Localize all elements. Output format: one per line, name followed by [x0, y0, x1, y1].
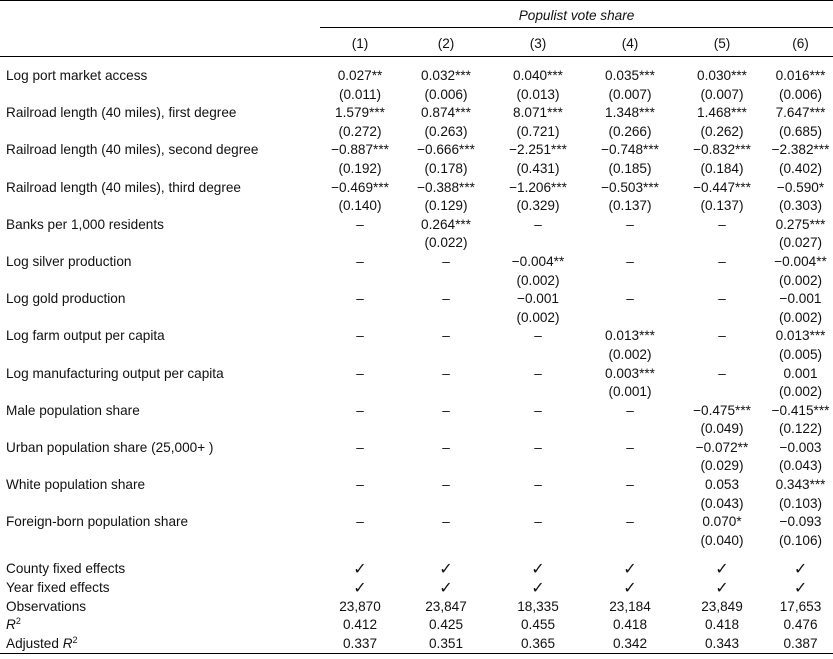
coefficient-cell: – [626, 514, 634, 530]
checkmark-icon: ✓ [531, 559, 545, 579]
checkmark-icon: ✓ [439, 578, 453, 598]
statistic-cell: 0.476 [783, 617, 818, 633]
header-span-row [0, 1, 833, 28]
coefficient-cell: – [718, 291, 726, 307]
coefficient-cell: – [626, 291, 634, 307]
standard-error-cell: (0.002) [516, 309, 560, 325]
standard-error-cell [584, 272, 676, 291]
coefficient-cell: – [356, 439, 364, 455]
standard-error-cell [320, 309, 400, 328]
standard-error-cell: (0.011) [338, 86, 382, 102]
footer-label-text [6, 617, 16, 632]
coefficient-cell: 0.275*** [775, 216, 826, 232]
row-label-blank [0, 420, 320, 439]
row-label-blank [0, 234, 320, 253]
standard-error-cell [400, 457, 492, 476]
standard-error-cell: (0.184) [700, 160, 744, 176]
standard-error-cell: (0.106) [778, 532, 823, 548]
statistic-cell: 0.387 [768, 635, 833, 654]
coefficient-cell: – [442, 291, 450, 307]
standard-error-cell: (0.122) [778, 421, 823, 437]
row-label: Log gold production [6, 291, 126, 307]
standard-error-cell: (0.721) [516, 123, 560, 139]
coefficient-cell: 0.013*** [605, 328, 655, 344]
footer-label [0, 635, 320, 654]
coefficient-cell: 0.053 [704, 477, 740, 493]
footer-label-text: Observations [6, 598, 87, 614]
coefficient-cell: 0.027** [337, 68, 383, 83]
standard-error-cell: (0.129) [424, 198, 468, 214]
coefficient-row [0, 402, 833, 421]
column-header: (1) [320, 28, 400, 57]
coefficient-cell: −0.590* [776, 179, 825, 195]
coefficient-cell: 0.030*** [697, 68, 747, 83]
coefficient-cell: −1.206*** [509, 179, 567, 195]
standard-error-cell [400, 272, 492, 291]
coefficient-row [0, 365, 833, 384]
footer-label [0, 598, 320, 617]
standard-error-cell [492, 234, 584, 253]
row-label-blank [0, 383, 320, 402]
coefficient-cell: 0.032*** [421, 68, 471, 83]
coefficient-row [0, 104, 833, 123]
row-label-blank [0, 272, 320, 291]
r-symbol: R [6, 617, 16, 633]
standard-error-cell: (0.027) [778, 235, 823, 251]
standard-error-cell: (0.040) [700, 532, 744, 548]
spacer [0, 57, 833, 68]
coefficient-cell: – [442, 253, 450, 269]
standard-error-cell: (0.049) [700, 421, 744, 437]
standard-error-row [0, 457, 833, 476]
standard-error-cell: (0.178) [424, 160, 468, 176]
standard-error-cell: (0.002) [778, 384, 823, 400]
coefficient-cell: – [442, 477, 450, 493]
standard-error-cell: (0.022) [424, 235, 468, 251]
coefficient-cell: 0.040*** [513, 68, 563, 83]
standard-error-cell: (0.272) [338, 123, 382, 139]
row-label: Male population share [6, 402, 140, 418]
coefficient-row [0, 179, 833, 198]
footer-label [0, 616, 320, 635]
statistic-cell: 23,847 [425, 598, 467, 614]
standard-error-row [0, 86, 833, 105]
coefficient-cell: – [626, 216, 634, 232]
coefficient-row [0, 513, 833, 532]
standard-error-cell [400, 383, 492, 402]
statistic-cell: 0.342 [584, 635, 676, 654]
coefficient-cell: – [626, 439, 634, 455]
statistic-cell: 0.337 [320, 635, 400, 654]
row-label: Railroad length (40 miles), first degree [6, 105, 237, 121]
standard-error-cell: (0.685) [778, 123, 823, 139]
standard-error-cell: (0.043) [778, 458, 823, 474]
standard-error-cell [400, 346, 492, 365]
statistic-cell: 0.418 [704, 617, 740, 633]
standard-error-cell [320, 457, 400, 476]
dependent-variable-title: Populist vote share [320, 1, 833, 28]
coefficient-cell: – [626, 477, 634, 493]
row-label: White population share [6, 477, 146, 493]
statistic-cell: 23,870 [339, 598, 381, 614]
standard-error-cell [584, 234, 676, 253]
standard-error-cell: (0.006) [424, 86, 468, 102]
coefficient-cell: – [356, 402, 364, 418]
checkmark-icon: ✓ [439, 559, 453, 579]
spacer-row [0, 57, 833, 68]
spacer [0, 550, 833, 560]
standard-error-cell: (0.192) [338, 160, 382, 176]
standard-error-cell [320, 420, 400, 439]
standard-error-cell: (0.001) [608, 384, 652, 400]
coefficient-cell: 1.468*** [697, 105, 747, 121]
coefficient-cell: −0.748*** [601, 142, 659, 158]
checkmark-icon: ✓ [353, 578, 367, 598]
coefficient-cell: – [534, 439, 542, 455]
coefficient-cell: – [534, 514, 542, 530]
row-label: Banks per 1,000 residents [6, 216, 164, 232]
coefficient-cell: −0.004** [774, 253, 827, 269]
row-label: Railroad length (40 miles), second degree [6, 142, 259, 158]
row-label: Log manufacturing output per capita [6, 365, 224, 381]
standard-error-cell [400, 309, 492, 328]
standard-error-cell: (0.043) [700, 495, 744, 511]
standard-error-cell [492, 420, 584, 439]
coefficient-cell: −0.887*** [331, 142, 389, 158]
statistic-cell: 0.412 [342, 617, 378, 633]
coefficient-cell: 7.647*** [775, 105, 826, 121]
header-blank [0, 28, 320, 57]
standard-error-cell: (0.303) [778, 198, 823, 214]
footer-row [0, 560, 833, 579]
standard-error-cell [492, 532, 584, 551]
standard-error-cell: (0.002) [516, 272, 560, 288]
standard-error-cell: (0.002) [778, 272, 823, 288]
standard-error-cell: (0.263) [424, 123, 468, 139]
coefficient-cell: – [442, 365, 450, 381]
standard-error-cell [584, 420, 676, 439]
checkmark-icon: ✓ [793, 578, 808, 598]
standard-error-cell [492, 495, 584, 514]
coefficient-cell: – [442, 514, 450, 530]
standard-error-row [0, 123, 833, 142]
standard-error-cell [584, 532, 676, 551]
standard-error-cell [676, 309, 768, 328]
superscript: 2 [15, 616, 21, 627]
coefficient-cell: – [626, 402, 634, 418]
standard-error-row [0, 383, 833, 402]
row-label-blank [0, 160, 320, 179]
checkmark-icon: ✓ [623, 578, 637, 598]
standard-error-row [0, 309, 833, 328]
standard-error-row [0, 532, 833, 551]
row-label-blank [0, 86, 320, 105]
footer-label-text: Adjusted R [6, 635, 73, 651]
footer-label [0, 579, 320, 598]
coefficient-row [0, 439, 833, 458]
coefficient-cell: – [534, 477, 542, 493]
standard-error-cell: (0.185) [608, 160, 652, 176]
coefficient-cell: 1.348*** [605, 105, 655, 121]
footer-label-text: County fixed effects [6, 561, 126, 577]
footer-row [0, 635, 833, 654]
checkmark-icon: ✓ [353, 559, 367, 579]
coefficient-cell: – [534, 216, 542, 232]
row-label: Log silver production [6, 253, 132, 269]
row-label-blank [0, 197, 320, 216]
coefficient-cell: −0.004** [511, 253, 565, 269]
standard-error-cell [676, 234, 768, 253]
standard-error-cell [320, 532, 400, 551]
standard-error-cell: (0.029) [700, 458, 744, 474]
coefficient-cell: 0.874*** [421, 105, 471, 121]
standard-error-cell [676, 272, 768, 291]
statistic-cell: 0.418 [612, 617, 648, 633]
standard-error-cell: (0.006) [778, 86, 823, 102]
footer-label [0, 560, 320, 579]
coefficient-cell: 8.071*** [513, 105, 563, 121]
standard-error-row [0, 197, 833, 216]
footer-row [0, 616, 833, 635]
coefficient-row [0, 327, 833, 346]
coefficient-cell: – [718, 253, 726, 269]
row-label: Urban population share (25,000+ ) [6, 439, 214, 455]
column-header: (2) [400, 28, 492, 57]
coefficient-cell: −2.251*** [509, 142, 567, 158]
footer-row [0, 598, 833, 617]
standard-error-cell: (0.329) [516, 198, 560, 214]
coefficient-row [0, 141, 833, 160]
footer-label-text: Year fixed effects [6, 580, 110, 596]
column-header: (6) [768, 28, 833, 57]
coefficient-cell: – [356, 291, 364, 307]
footer-row [0, 579, 833, 598]
row-label: Log port market access [6, 68, 148, 83]
coefficient-cell: −0.666*** [417, 142, 475, 158]
standard-error-row [0, 495, 833, 514]
coefficient-cell: – [718, 328, 726, 344]
row-label: Log farm output per capita [6, 328, 165, 344]
row-label-blank [0, 309, 320, 328]
coefficient-cell: −0.469*** [331, 179, 389, 195]
statistic-cell: 23,184 [609, 598, 651, 614]
coefficient-cell: −0.001 [517, 291, 559, 307]
coefficient-cell: −0.388*** [417, 179, 475, 195]
standard-error-cell [676, 346, 768, 365]
coefficient-cell: −0.003 [779, 439, 822, 455]
statistic-cell: 23,849 [701, 598, 743, 614]
coefficient-cell: 0.343*** [775, 477, 826, 493]
standard-error-cell: (0.103) [778, 495, 823, 511]
coefficient-cell: 0.013*** [775, 328, 826, 344]
standard-error-cell [320, 234, 400, 253]
row-label-blank [0, 495, 320, 514]
standard-error-cell: (0.005) [778, 346, 823, 362]
coefficient-cell: −0.832*** [693, 142, 751, 158]
coefficient-cell: −0.072** [695, 439, 749, 455]
standard-error-cell: (0.140) [338, 198, 382, 214]
standard-error-cell [492, 383, 584, 402]
standard-error-cell [320, 495, 400, 514]
coefficient-cell: −0.475*** [693, 402, 751, 418]
column-header: (5) [676, 28, 768, 57]
row-label-blank [0, 346, 320, 365]
coefficient-cell: −0.415*** [771, 402, 830, 418]
row-label: Railroad length (40 miles), third degree [6, 179, 241, 195]
standard-error-cell: (0.262) [700, 123, 744, 139]
coefficient-row [0, 253, 833, 272]
standard-error-cell [492, 346, 584, 365]
row-label-blank [0, 123, 320, 142]
standard-error-row [0, 420, 833, 439]
coefficient-cell: 0.035*** [605, 68, 655, 83]
standard-error-cell: (0.007) [608, 86, 652, 102]
coefficient-cell: – [718, 365, 726, 381]
standard-error-cell [400, 532, 492, 551]
checkmark-icon: ✓ [531, 578, 545, 598]
coefficient-cell: – [442, 328, 450, 344]
coefficient-cell: – [534, 402, 542, 418]
coefficient-cell: 0.264*** [421, 216, 471, 232]
checkmark-icon: ✓ [623, 559, 637, 579]
standard-error-cell: (0.137) [608, 198, 652, 214]
coefficient-cell: – [534, 365, 542, 381]
standard-error-cell: (0.002) [778, 309, 823, 325]
checkmark-icon: ✓ [793, 559, 808, 579]
coefficient-cell: – [356, 216, 364, 232]
coefficient-cell: 0.016*** [775, 68, 826, 83]
coefficient-cell: −0.503*** [601, 179, 659, 195]
standard-error-cell [320, 346, 400, 365]
standard-error-cell [584, 457, 676, 476]
standard-error-cell [492, 457, 584, 476]
superscript: 2 [72, 634, 78, 645]
statistic-cell: 0.425 [428, 617, 464, 633]
header-blank [0, 1, 320, 28]
standard-error-cell: (0.266) [608, 123, 652, 139]
statistic-cell: 0.343 [676, 635, 768, 654]
standard-error-row [0, 234, 833, 253]
statistic-cell: 0.351 [400, 635, 492, 654]
statistic-cell: 18,335 [517, 598, 559, 614]
r-symbol: R [62, 635, 73, 651]
standard-error-cell: (0.137) [700, 198, 744, 214]
standard-error-row [0, 272, 833, 291]
standard-error-row [0, 160, 833, 179]
statistic-cell: 17,653 [779, 598, 822, 614]
column-header: (4) [584, 28, 676, 57]
standard-error-cell [584, 495, 676, 514]
coefficient-cell: −0.093 [779, 514, 822, 530]
standard-error-cell: (0.002) [608, 346, 652, 362]
standard-error-cell [320, 383, 400, 402]
coefficient-cell: 0.070* [702, 514, 742, 530]
coefficient-cell: 1.579*** [335, 105, 385, 121]
coefficient-row [0, 290, 833, 309]
coefficient-row [0, 67, 833, 86]
row-label-blank [0, 457, 320, 476]
spacer-row [0, 550, 833, 560]
statistic-cell: 0.455 [520, 617, 556, 633]
coefficient-row [0, 476, 833, 495]
standard-error-cell: (0.013) [516, 86, 560, 102]
row-label: Foreign-born population share [6, 514, 189, 530]
checkmark-icon: ✓ [715, 578, 729, 598]
standard-error-cell [584, 309, 676, 328]
coefficient-cell: −0.447*** [693, 179, 751, 195]
standard-error-cell [320, 272, 400, 291]
standard-error-cell [400, 420, 492, 439]
coefficient-cell: – [356, 365, 364, 381]
coefficient-cell: – [534, 328, 542, 344]
standard-error-cell: (0.431) [516, 160, 560, 176]
column-header: (3) [492, 28, 584, 57]
statistic-cell: 0.365 [492, 635, 584, 654]
coefficient-row [0, 216, 833, 235]
coefficient-cell: −2.382*** [771, 142, 830, 158]
standard-error-cell [676, 383, 768, 402]
coefficient-cell: – [718, 216, 726, 232]
row-label-blank [0, 532, 320, 551]
standard-error-cell [400, 495, 492, 514]
coefficient-cell: – [356, 514, 364, 530]
standard-error-cell: (0.402) [778, 160, 823, 176]
coefficient-cell: – [626, 253, 634, 269]
checkmark-icon: ✓ [715, 559, 729, 579]
coefficient-cell: – [356, 328, 364, 344]
coefficient-cell: – [356, 253, 364, 269]
coefficient-cell: – [356, 477, 364, 493]
coefficient-cell: – [442, 402, 450, 418]
coefficient-cell: −0.001 [779, 291, 822, 307]
coefficient-cell: – [442, 439, 450, 455]
column-header-row [0, 28, 833, 57]
coefficient-cell: 0.003*** [605, 365, 655, 381]
coefficient-cell: 0.001 [783, 365, 818, 381]
standard-error-cell: (0.007) [700, 86, 744, 102]
standard-error-row [0, 346, 833, 365]
